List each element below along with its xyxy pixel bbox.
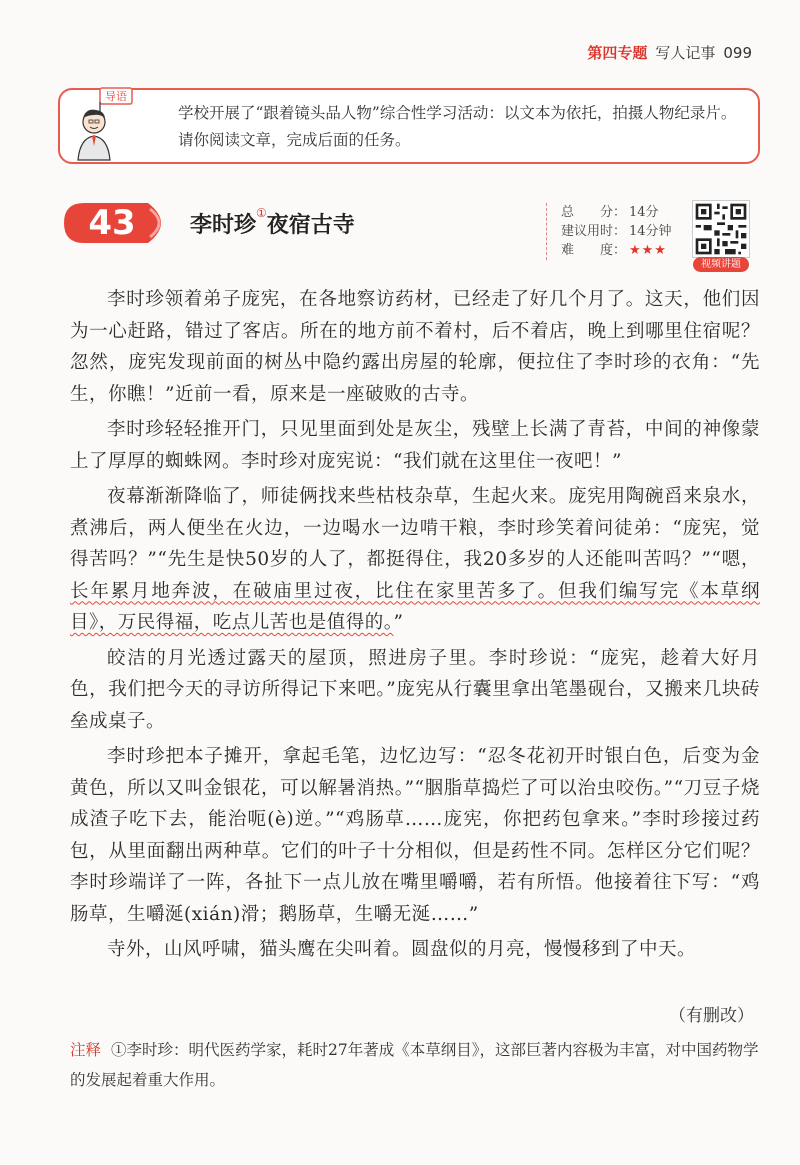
difficulty-stars: ★★★ [629,243,667,258]
time-value: 14分钟 [629,224,672,239]
page-header [587,42,752,63]
video-explanation-button[interactable]: 视频讲题 [693,257,749,272]
paragraph-1: 李时珍领着弟子庞宪，在各地察访药材，已经走了好几个月了。这天，他们因为一心赶路，错过了客店。所在的地方前不着村，后不着店，晚上到哪里住宿呢？忽然，庞宪发现前面的树丛中隐约露出房屋的轮廓，便拉住了李时珍的衣角：“先生，你瞧！”近前一看，原来是一座破败的古寺。 [70,289,760,405]
topic-name: 写人记事 [655,44,716,62]
lesson-info [546,203,701,260]
score-value: 14分 [629,205,659,220]
paragraph-6: 寺外，山风呼啸，猫头鹰在尖叫着。圆盘似的月亮，慢慢移到了中天。 [107,939,697,960]
qr-code-icon[interactable] [692,200,750,258]
score-label: 总 分： [561,205,627,220]
footnote-text: ①李时珍：明代医药学家，耗时27年著成《本草纲目》，这部巨著内容极为丰富，对中国药物学的发展起着重大作用。 [70,1041,759,1089]
paragraph-4: 皎洁的月光透过露天的屋顶，照进房子里。李时珍说：“庞宪，趁着大好月色，我们把今天的寻访所得记下来吧。”庞宪从行囊里拿出笔墨砚台，又搬来几块砖垒成桌子。 [70,647,760,732]
difficulty-label: 难 度： [561,243,627,258]
lesson-title [190,208,355,239]
guide-box [58,88,760,164]
paragraph-3-start: 夜幕渐渐降临了，师徒俩找来些枯枝杂草，生起火来。庞宪用陶碗舀来泉水，煮沸后，两人便坐在火边，一边喝水一边啃干粮，李时珍笑着问徒弟：“庞宪，觉得苦吗？”“先生是快50岁的人了，都挺得住，我20多岁的人还能叫苦吗？”“嗯， [70,486,760,570]
paragraph-3 [70,481,760,639]
article-body [70,284,760,970]
time-label: 建议用时： [561,224,627,239]
guide-text: 学校开展了“跟着镜头品人物”综合性学习活动：以文本为依托，拍摄人物纪录片。请你阅读文章，完成后面的任务。 [178,104,737,149]
page-number: 099 [723,44,752,62]
source-note: （有删改） [669,1006,754,1026]
footnote [70,1035,760,1095]
lesson-number: 43 [88,203,136,243]
lesson-badge [62,201,174,245]
guide-sign-label: 导语 [105,90,127,103]
paragraph-2: 李时珍轻轻推开门，只见里面到处是灰尘，残壁上长满了青苔，中间的神像蒙上了厚厚的蜘蛛网。李时珍对庞宪说：“我们就在这里住一夜吧！” [70,419,760,472]
section-name: 第四专题 [587,44,648,62]
teacher-figure-icon [70,84,134,164]
title-part-1: 李时珍 [190,213,257,238]
footnote-label: 注释 [70,1041,102,1059]
paragraph-3-end: ” [393,612,404,633]
title-part-2: 夜宿古寺 [266,213,355,238]
paragraph-5: 李时珍把本子摊开，拿起毛笔，边忆边写：“忍冬花初开时银白色，后变为金黄色，所以又叫金银花，可以解暑消热。”“胭脂草捣烂了可以治虫咬伤。”“刀豆子烧成渣子吃下去，能治呃(è)逆。”“鸡肠草……庞宪，你把药包拿来。”李时珍接过药包，从里面翻出两种草。它们的叶子十分相似，但是药性不同。怎样区分它们呢？李时珍端详了一阵，各扯下一点儿放在嘴里嚼嚼，若有所悟。他接着往下写：“鸡肠草，生嚼涎(xián)滑；鹅肠草，生嚼无涎……” [70,746,760,925]
title-footnote-mark: ① [256,206,267,220]
underlined-sentence: 长年累月地奔波，在破庙里过夜，比住在家里苦多了。但我们编写完《本草纲目》，万民得福，吃点儿苦也是值得的。 [70,580,760,633]
